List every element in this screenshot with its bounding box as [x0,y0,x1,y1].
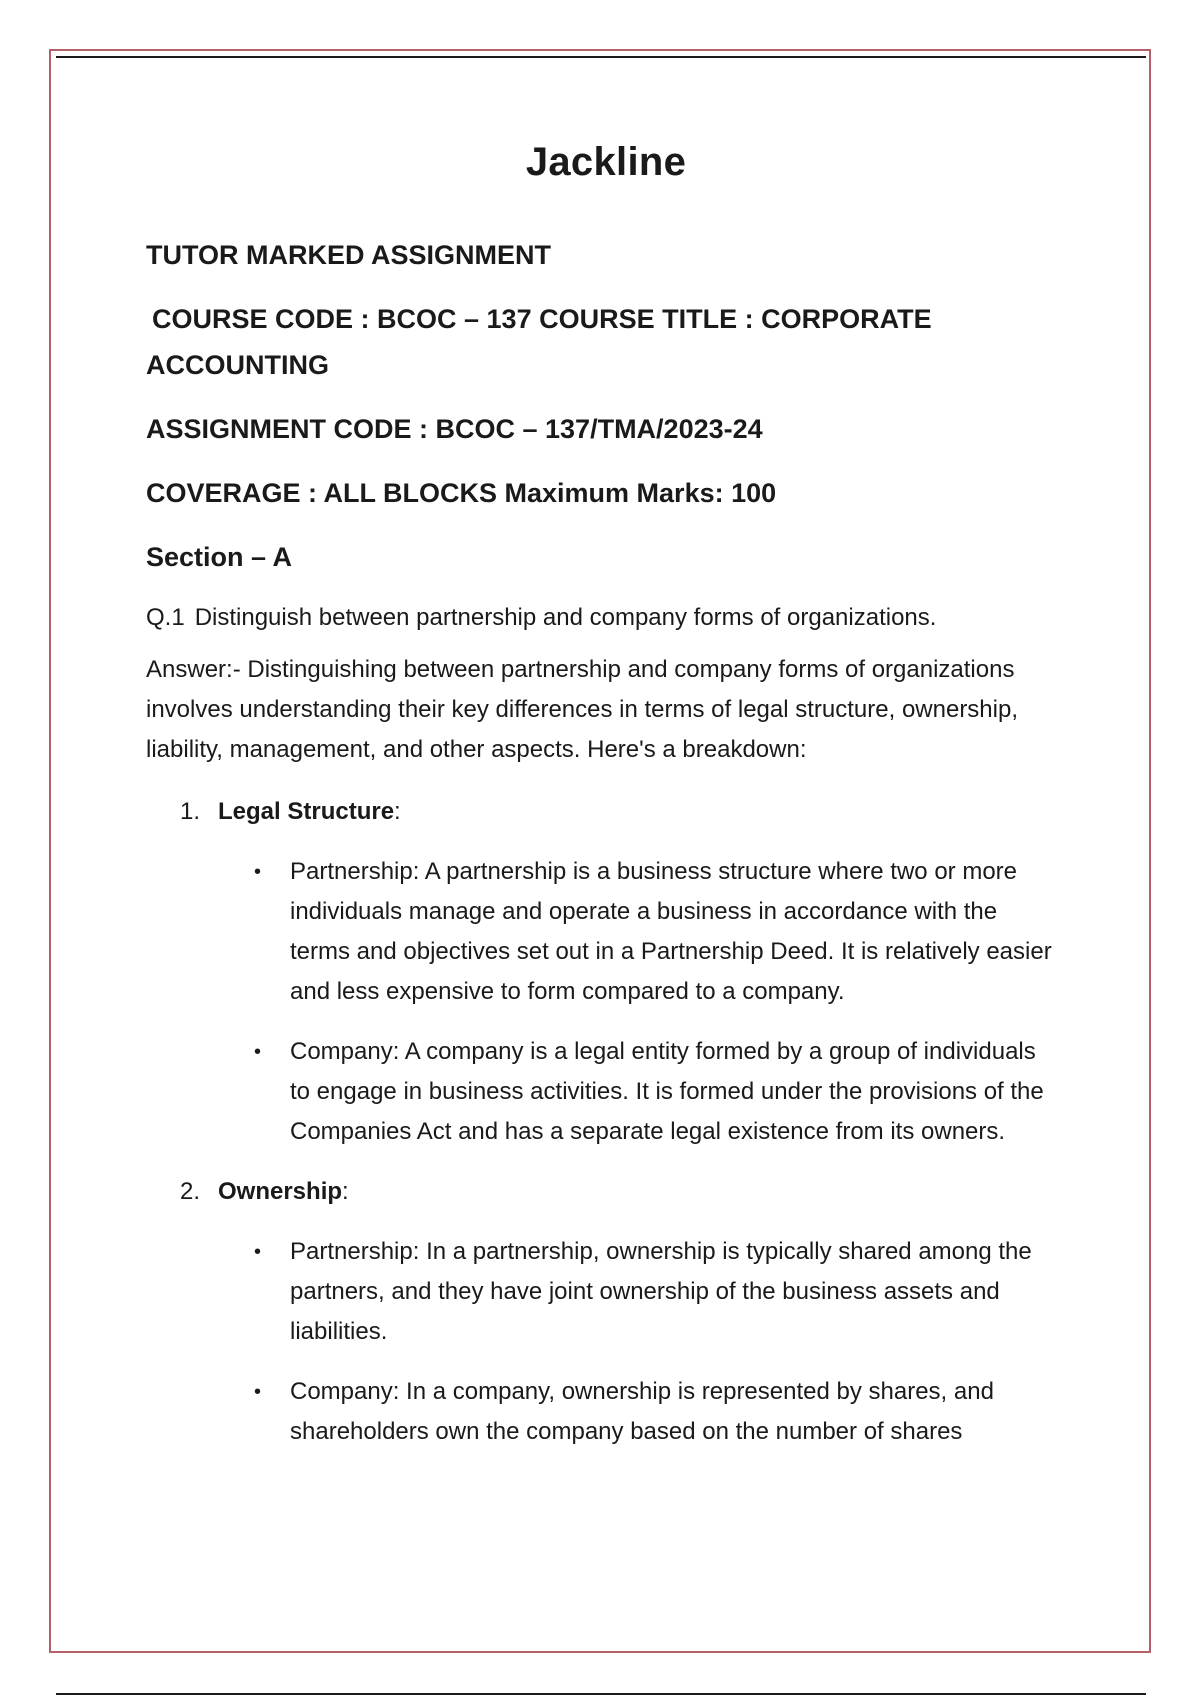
section-number: 2. [180,1178,201,1205]
coverage-heading: COVERAGE : ALL BLOCKS Maximum Marks: 100 [146,478,777,508]
section-ownership [146,1172,1066,1452]
document-body [146,140,1066,1472]
document-title: Jackline [525,140,687,184]
bullet-icon: • [254,1381,262,1403]
section-number: 1. [180,798,201,825]
section-name: Ownership [218,1178,343,1205]
section-title [146,792,1066,832]
bullet-icon: • [254,861,262,883]
header-rule [56,56,1146,58]
question-number: Q.1 [146,604,185,631]
assignment-code-heading: ASSIGNMENT CODE : BCOC – 137/TMA/2023-24 [146,414,763,444]
section-heading: Section – A [146,542,293,572]
section-suffix: : [342,1178,349,1205]
bullet-icon: • [254,1241,262,1263]
course-heading: COURSE CODE : BCOC – 137 COURSE TITLE : CORPORATE ACCOUNTING [146,304,932,380]
list-item-text: Partnership: In a partnership, ownership is typically shared among the partners, and they have joint ownership of the business assets and liabilities. [290,1238,1032,1345]
section-legal-structure [146,792,1066,1152]
answer-paragraph: Answer:- Distinguishing between partnership and company forms of organizations involves understanding their key differences in terms of legal structure, ownership, liability, management, and other aspects. Here's a breakdown: [146,656,1019,763]
list-item [146,1232,1062,1352]
list-item [146,1372,1062,1452]
list-item [146,1032,1062,1152]
question-text: Distinguish between partnership and company forms of organizations. [194,604,937,631]
list-item-text: Company: A company is a legal entity formed by a group of individuals to engage in business activities. It is formed under the provisions of the Companies Act and has a separate legal existence from its owners. [290,1038,1044,1145]
section-name: Legal Structure [218,798,395,825]
bullet-icon: • [254,1041,262,1063]
tma-heading: TUTOR MARKED ASSIGNMENT [146,240,551,270]
list-item-text: Company: In a company, ownership is represented by shares, and shareholders own the company based on the number of shares [290,1378,994,1445]
question-1 [146,598,1066,638]
list-item-text: Partnership: A partnership is a business structure where two or more individuals manage and operate a business in accordance with the terms and objectives set out in a Partnership Deed. It is relatively easier and less expensive to form compared to a company. [290,858,1052,1005]
section-suffix: : [394,798,401,825]
list-item [146,852,1062,1012]
footer-rule [56,1693,1146,1695]
section-title [146,1172,1066,1212]
